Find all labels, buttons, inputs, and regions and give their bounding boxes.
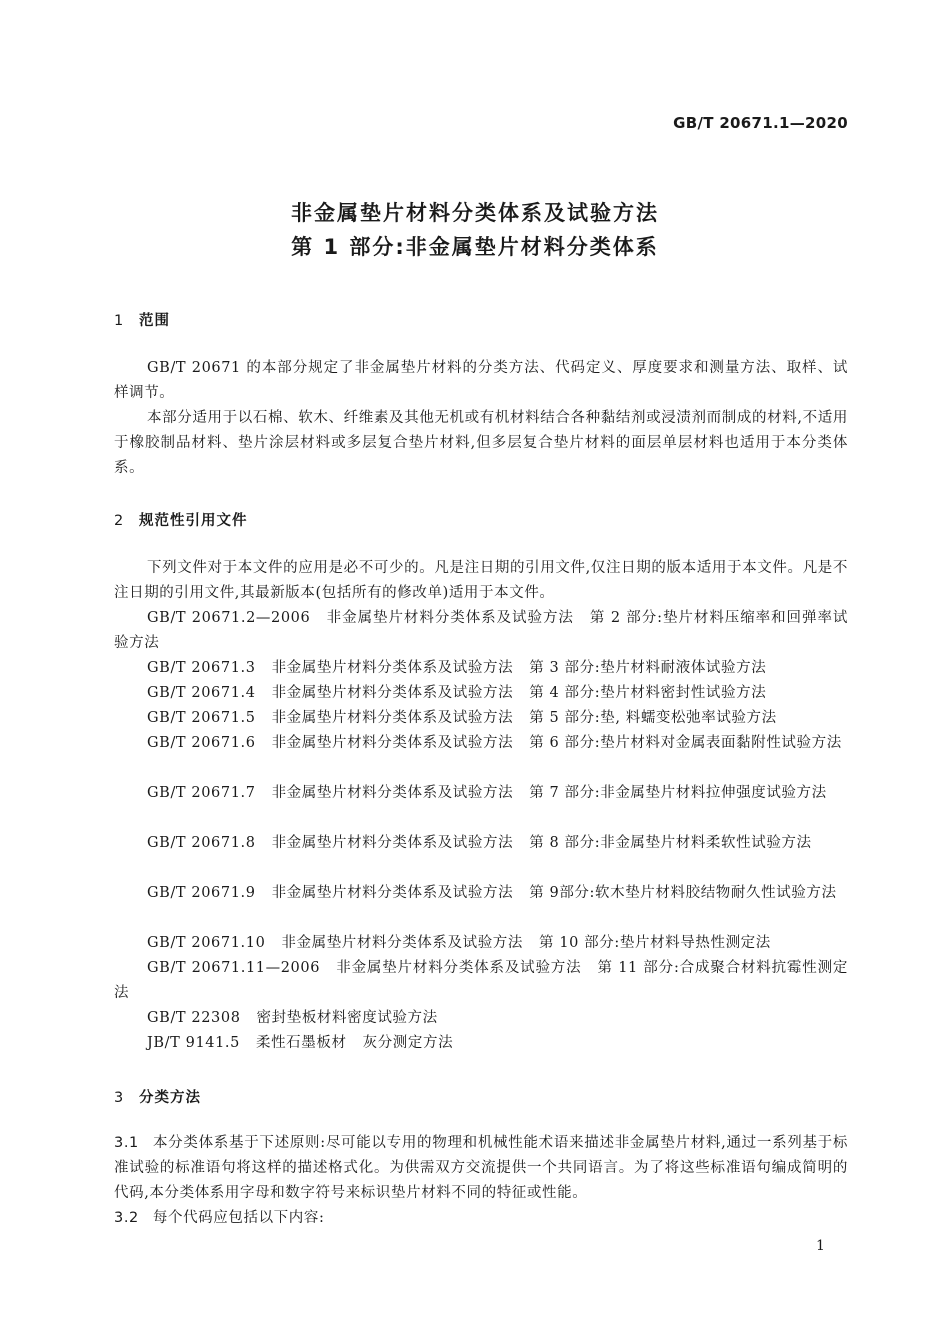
reference-item (114, 1006, 848, 1031)
reference-item (114, 881, 848, 906)
reference-title: 非金属垫片材料分类体系及试验方法 (271, 785, 514, 801)
reference-part: 灰分测定方法 (362, 1035, 454, 1051)
reference-title: 非金属垫片材料分类体系及试验方法 (271, 735, 514, 751)
section-3-number: 3 (114, 1090, 125, 1106)
reference-part: 第 8 部分:非金属垫片材料柔软性试验方法 (529, 835, 812, 851)
page-number: 1 (816, 1238, 825, 1254)
section-3-heading (114, 1086, 201, 1107)
reference-title: 非金属垫片材料分类体系及试验方法 (271, 885, 514, 901)
reference-part: 第 4 部分:垫片材料密封性试验方法 (529, 685, 767, 701)
reference-code: GB/T 20671.5 (147, 710, 256, 726)
reference-code: GB/T 20671.11—2006 (147, 960, 321, 976)
reference-code: GB/T 20671.8 (147, 835, 256, 851)
section-1-paragraph-1: GB/T 20671 的本部分规定了非金属垫片材料的分类方法、代码定义、厚度要求和测量方法、取样、试样调节。 (114, 360, 848, 401)
clause-text: 本分类体系基于下述原则:尽可能以专用的物理和机械性能术语来描述非金属垫片材料,通过一系列基于标准试验的标准语句将这样的描述格式化。为供需双方交流提供一个共同语言。为了将这些标准语句编成简明的代码,本分类体系用字母和数字符号来标识垫片材料不同的特征或性能。 (114, 1135, 848, 1201)
reference-title: 非金属垫片材料分类体系及试验方法 (326, 610, 574, 626)
clause-text: 每个代码应包括以下内容: (152, 1210, 325, 1226)
clause-number: 3.2 (114, 1210, 139, 1226)
reference-item (114, 731, 848, 756)
document-title-line2: 第 1 部分:非金属垫片材料分类体系 (291, 235, 659, 259)
reference-item (114, 606, 848, 656)
section-2-title: 规范性引用文件 (139, 513, 248, 529)
reference-code: GB/T 20671.6 (147, 735, 256, 751)
reference-item (114, 681, 848, 706)
reference-code: GB/T 22308 (147, 1010, 241, 1026)
reference-code: GB/T 20671.3 (147, 660, 256, 676)
reference-part: 第 10 部分:垫片材料导热性测定法 (539, 935, 771, 951)
section-2-intro: 下列文件对于本文件的应用是必不可少的。凡是注日期的引用文件,仅注日期的版本适用于本文件。凡是不注日期的引用文件,其最新版本(包括所有的修改单)适用于本文件。 (114, 560, 848, 601)
section-2-number: 2 (114, 513, 125, 529)
clause-3-1 (114, 1131, 848, 1206)
clause-3-2 (114, 1206, 848, 1231)
reference-item (114, 931, 848, 956)
reference-code: GB/T 20671.4 (147, 685, 256, 701)
reference-part: 第 11 部分:合成聚合材料抗霉性测定法 (114, 960, 849, 1001)
reference-item (114, 956, 848, 1006)
reference-code: GB/T 20671.7 (147, 785, 256, 801)
clause-number: 3.1 (114, 1135, 139, 1151)
section-3-title: 分类方法 (139, 1090, 201, 1106)
reference-part: 第 3 部分:垫片材料耐液体试验方法 (529, 660, 767, 676)
reference-item (114, 1031, 848, 1056)
reference-code: GB/T 20671.2—2006 (147, 610, 311, 626)
reference-item (114, 656, 848, 681)
reference-title: 密封垫板材料密度试验方法 (256, 1010, 438, 1026)
reference-part: 第 2 部分:垫片材料压缩率和回弹率试验方法 (114, 610, 849, 651)
section-1-number: 1 (114, 313, 125, 329)
section-1-heading (114, 309, 170, 330)
reference-title: 非金属垫片材料分类体系及试验方法 (336, 960, 582, 976)
reference-code: GB/T 20671.9 (147, 885, 256, 901)
section-1-title: 范围 (139, 313, 170, 329)
reference-part: 第 7 部分:非金属垫片材料拉伸强度试验方法 (529, 785, 827, 801)
reference-item (114, 831, 848, 856)
reference-item (114, 781, 848, 806)
standard-code: GB/T 20671.1—2020 (673, 114, 848, 132)
section-1-paragraph-2: 本部分适用于以石棉、软木、纤维素及其他无机或有机材料结合各种黏结剂或浸渍剂而制成的材料,不适用于橡胶制品材料、垫片涂层材料或多层复合垫片材料,但多层复合垫片材料的面层单层材料也适用于本分类体系。 (114, 410, 848, 476)
reference-title: 非金属垫片材料分类体系及试验方法 (271, 660, 514, 676)
section-2-heading (114, 509, 248, 530)
reference-item (114, 706, 848, 731)
reference-code: JB/T 9141.5 (147, 1035, 240, 1051)
reference-title: 非金属垫片材料分类体系及试验方法 (271, 710, 514, 726)
reference-title: 非金属垫片材料分类体系及试验方法 (271, 685, 514, 701)
reference-part: 第 9部分:软木垫片材料胶结物耐久性试验方法 (529, 885, 837, 901)
reference-title: 非金属垫片材料分类体系及试验方法 (281, 935, 524, 951)
reference-part: 第 6 部分:垫片材料对金属表面黏附性试验方法 (529, 735, 842, 751)
document-title-line1: 非金属垫片材料分类体系及试验方法 (291, 201, 659, 225)
reference-title: 柔性石墨板材 (255, 1035, 347, 1051)
reference-code: GB/T 20671.10 (147, 935, 266, 951)
reference-part: 第 5 部分:垫, 料蠕变松弛率试验方法 (529, 710, 777, 726)
reference-title: 非金属垫片材料分类体系及试验方法 (271, 835, 514, 851)
